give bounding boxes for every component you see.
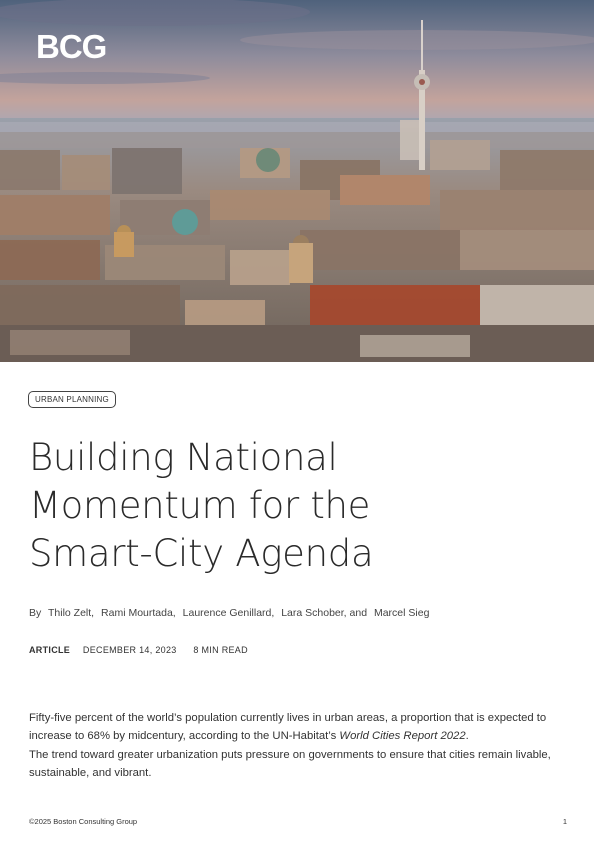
authors-prefix: By [29,607,42,619]
author-name[interactable]: Marcel Sieg [373,607,430,619]
intro-paragraph: The trend toward greater urbanization puts pressure on governments to ensure that cities remain livable, sustainable, and vibrant. [29,749,551,779]
title-line: Building National [29,436,338,479]
publish-date: DECEMBER 14, 2023 [82,645,177,655]
category-tag[interactable]: URBAN PLANNING [28,391,116,408]
report-title: World Cities Report 2022 [339,730,466,742]
copyright: ©2025 Boston Consulting Group [29,817,138,826]
intro-paragraph [29,709,574,745]
hero-image [0,0,594,362]
author-name[interactable]: Laurence Genillard, [182,607,275,619]
author-list [29,607,433,619]
page-title [29,434,549,578]
author-name[interactable]: Thilo Zelt, [48,607,95,619]
read-time: 8 MIN READ [193,645,248,655]
bcg-logo[interactable]: BCG [36,28,107,65]
title-line: Smart-City Agenda [29,532,374,575]
intro-text: Fifty-five percent of the world’s population currently lives in urban areas, a proportion that is expected to increase to 68% by midcentury, according to the UN-Habitat’s [29,712,547,742]
intro-text-end: . [465,730,469,742]
article-intro [29,709,574,782]
author-name[interactable]: Rami Mourtada, [101,607,176,619]
author-name[interactable]: Lara Schober, and [281,607,368,619]
page-number: 1 [562,817,567,826]
article-meta [29,645,248,655]
content-type: ARTICLE [29,645,71,655]
title-line: Momentum for the [29,484,371,527]
